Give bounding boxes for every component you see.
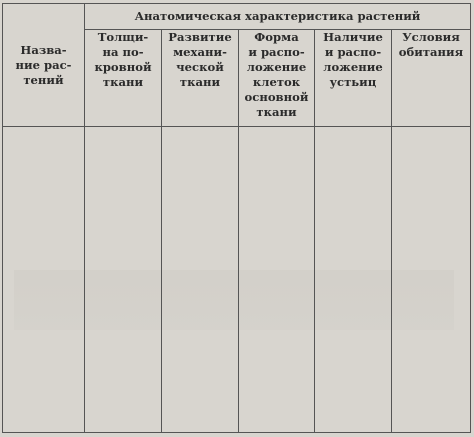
cover-tissue-thickness-header: Толщи- на по- кровной ткани — [85, 30, 162, 127]
table-row — [3, 127, 471, 433]
plant-name-header: Назва- ние рас- тений — [3, 4, 85, 127]
plant-name-cell[interactable] — [3, 127, 85, 433]
anatomy-group-header: Анатомическая характеристика растений — [85, 4, 471, 30]
habitat-conditions-header: Условия обитания — [392, 30, 471, 127]
ground-tissue-cells-header: Форма и распо- ложение клеток основной ткани — [239, 30, 315, 127]
mechanical-tissue-header: Развитие механи- ческой ткани — [162, 30, 239, 127]
anatomy-table — [2, 3, 471, 433]
stomata-cell[interactable] — [315, 127, 392, 433]
mechanical-tissue-cell[interactable] — [162, 127, 239, 433]
cover-tissue-thickness-cell[interactable] — [85, 127, 162, 433]
habitat-conditions-cell[interactable] — [392, 127, 471, 433]
stomata-header: Наличие и распо- ложение устьиц — [315, 30, 392, 127]
ground-tissue-cells-cell[interactable] — [239, 127, 315, 433]
